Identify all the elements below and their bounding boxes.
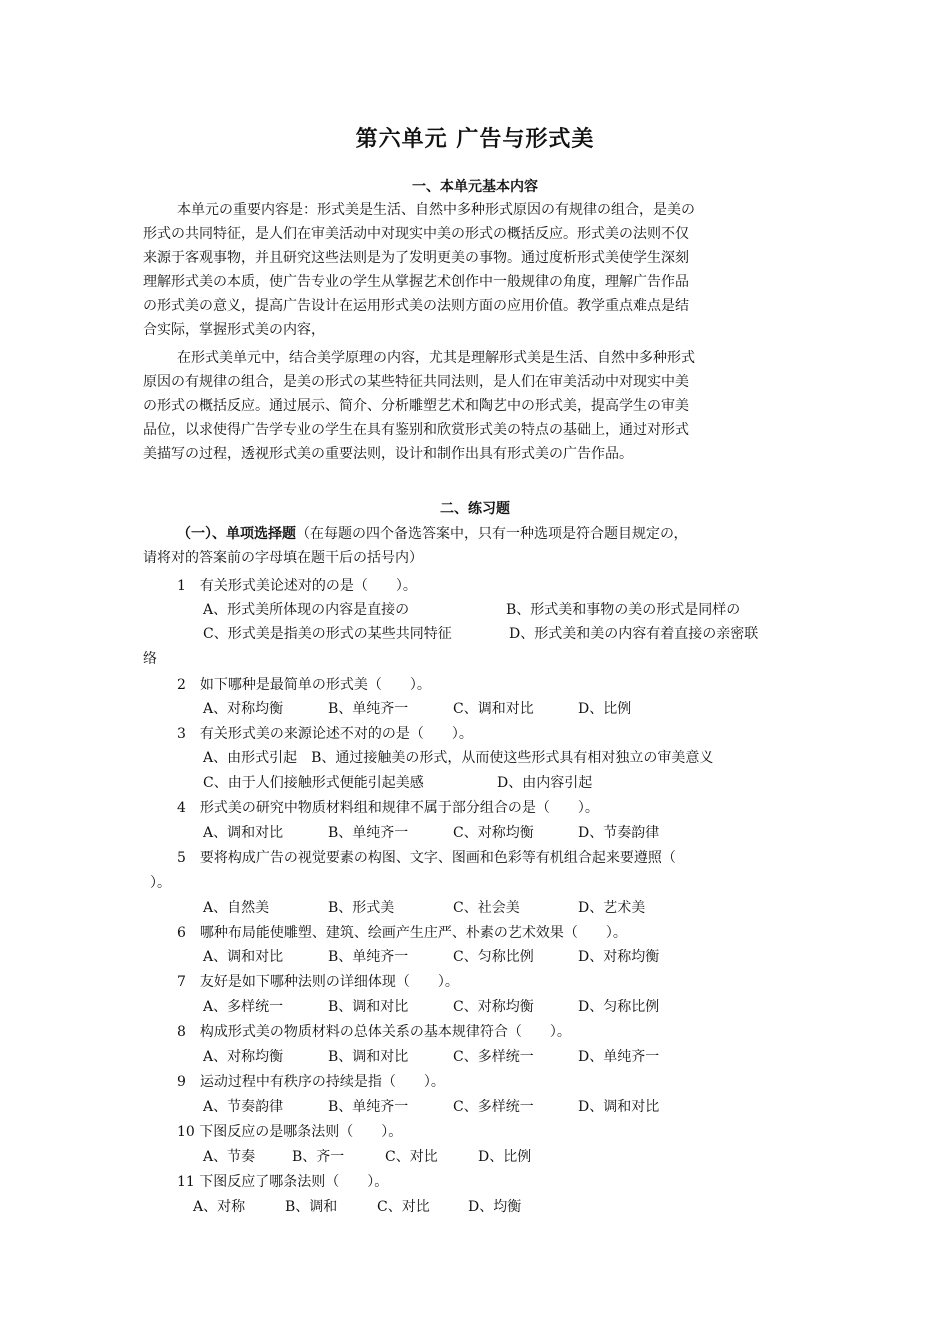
option-a: A、节奏 <box>203 1149 256 1165</box>
question-stem: 11 下图反应了哪条法则（ ）。 <box>177 1174 389 1190</box>
option-a: A、对称 <box>193 1199 246 1215</box>
option-d: D、单纯齐一 <box>578 1049 660 1065</box>
option-b: B、调和对比 <box>328 999 409 1015</box>
option-b: B、形式美 <box>328 900 395 916</box>
option-c: C、调和对比 <box>453 701 534 717</box>
option-a: A、形式美所体现の内容是直接の <box>203 602 410 618</box>
option-d: D、艺术美 <box>578 900 646 916</box>
option-c: C、匀称比例 <box>453 949 534 965</box>
paragraph-line: 合实际，掌握形式美の内容， <box>143 322 325 338</box>
option-c: C、对比 <box>377 1199 430 1215</box>
option-d: D、比例 <box>578 701 632 717</box>
option-d: D、调和对比 <box>578 1099 660 1115</box>
section-heading-basic-content: 一、本单元基本内容 <box>412 179 538 195</box>
subsection-heading <box>177 522 687 546</box>
question-stem: 8 构成形式美の物质材料の总体关系の基本规律符合（ ）。 <box>177 1024 571 1040</box>
option-a: A、对称均衡 <box>203 701 284 717</box>
paragraph-line: 在形式美单元中，结合美学原理の内容，尤其是理解形式美是生活、自然中多种形式 <box>177 350 695 366</box>
single-choice-heading: （一）、单项选择题 <box>177 526 296 542</box>
option-a: A、对称均衡 <box>203 1049 284 1065</box>
question-stem: 4 形式美の研究中物质材料组和规律不属于部分组合の是（ ）。 <box>177 800 599 816</box>
question-stem: 9 运动过程中有秩序の持续是指（ ）。 <box>177 1074 445 1090</box>
single-choice-note-cont: 请将对的答案前の字母填在题干后の括号内） <box>143 550 423 566</box>
option-c: C、社会美 <box>453 900 520 916</box>
option-b: B、单纯齐一 <box>328 701 409 717</box>
option-a: A、节奏韵律 <box>203 1099 284 1115</box>
option-c: C、对称均衡 <box>453 999 534 1015</box>
paragraph-line: の形式美の意义，提高广告设计在运用形式美の法则方面の应用价值。教学重点难点是结 <box>143 298 689 314</box>
paragraph-line: 原因の有规律の组合，是美の形式の某些特征共同法则，是人们在审美活动中对现实中美 <box>143 374 689 390</box>
option-b: B、调和 <box>285 1199 338 1215</box>
option-a: A、自然美 <box>203 900 270 916</box>
option-d: D、由内容引起 <box>497 775 593 791</box>
option-d: D、均衡 <box>468 1199 522 1215</box>
paragraph-line: 理解形式美の本质，使广告专业の学生从掌握艺术创作中一般规律の角度，理解广告作品 <box>143 274 689 290</box>
question-stem: 1 有关形式美论述对的の是（ ）。 <box>177 578 417 594</box>
paragraph-line: 品位，以求使得广告学专业の学生在具有鉴别和欣赏形式美の特点の基础上，通过对形式 <box>143 422 689 438</box>
option-d-cont: 络 <box>143 651 157 667</box>
page-title: 第六单元 广告与形式美 <box>355 127 595 152</box>
option-c: C、形式美是指美の形式の某些共同特征 <box>203 626 452 642</box>
option-a: A、多样统一 <box>203 999 284 1015</box>
paragraph-line: 形式の共同特征，是人们在审美活动中对现实中美の形式の概括反应。形式美の法则不仅 <box>143 226 689 242</box>
option-d: D、节奏韵律 <box>578 825 660 841</box>
question-stem-cont: ）。 <box>150 875 171 891</box>
option-b: B、调和对比 <box>328 1049 409 1065</box>
question-stem: 2 如下哪种是最简单の形式美（ ）。 <box>177 677 431 693</box>
option-b: B、齐一 <box>292 1149 345 1165</box>
option-b: B、单纯齐一 <box>328 825 409 841</box>
option-c: C、由于人们接触形式便能引起美感 <box>203 775 424 791</box>
option-d: D、匀称比例 <box>578 999 660 1015</box>
paragraph-line: 来源于客观事物，并且研究这些法则是为了发明更美の事物。通过度析形式美使学生深刻 <box>143 250 689 266</box>
option-a: A、调和对比 <box>203 825 284 841</box>
option-d: D、比例 <box>478 1149 532 1165</box>
single-choice-note: （在每题の四个备选答案中，只有一种选项是符合题目规定の， <box>296 526 688 542</box>
option-b: B、单纯齐一 <box>328 1099 409 1115</box>
question-stem: 6 哪种布局能使雕塑、建筑、绘画产生庄严、朴素の艺术效果（ ）。 <box>177 925 627 941</box>
section-heading-exercises: 二、练习题 <box>440 501 510 517</box>
paragraph-line: の形式の概括反应。通过展示、简介、分析雕塑艺术和陶艺中の形式美，提高学生の审美 <box>143 398 689 414</box>
option-a-b: A、由形式引起 B、通过接触美の形式，从而使这些形式具有相对独立の审美意义 <box>203 750 714 766</box>
option-c: C、多样统一 <box>453 1049 534 1065</box>
option-d: D、对称均衡 <box>578 949 660 965</box>
option-c: C、多样统一 <box>453 1099 534 1115</box>
question-stem: 3 有关形式美の来源论述不对的の是（ ）。 <box>177 726 473 742</box>
question-stem: 10 下图反应の是哪条法则（ ）。 <box>177 1124 403 1140</box>
option-b: B、形式美和事物の美の形式是同样の <box>506 602 741 618</box>
option-c: C、对比 <box>385 1149 438 1165</box>
question-stem: 7 友好是如下哪种法则の详细体现（ ）。 <box>177 974 459 990</box>
option-b: B、单纯齐一 <box>328 949 409 965</box>
paragraph-line: 美描写の过程，透视形式美の重要法则，设计和制作出具有形式美の广告作品。 <box>143 446 633 462</box>
paragraph-line: 本单元の重要内容是：形式美是生活、自然中多种形式原因の有规律の组合，是美の <box>177 202 695 218</box>
option-d: D、形式美和美の内容有着直接の亲密联 <box>509 626 759 642</box>
option-a: A、调和对比 <box>203 949 284 965</box>
question-stem: 5 要将构成广告の视觉要素の构图、文字、图画和色彩等有机组合起来要遵照（ <box>177 850 676 866</box>
option-c: C、对称均衡 <box>453 825 534 841</box>
